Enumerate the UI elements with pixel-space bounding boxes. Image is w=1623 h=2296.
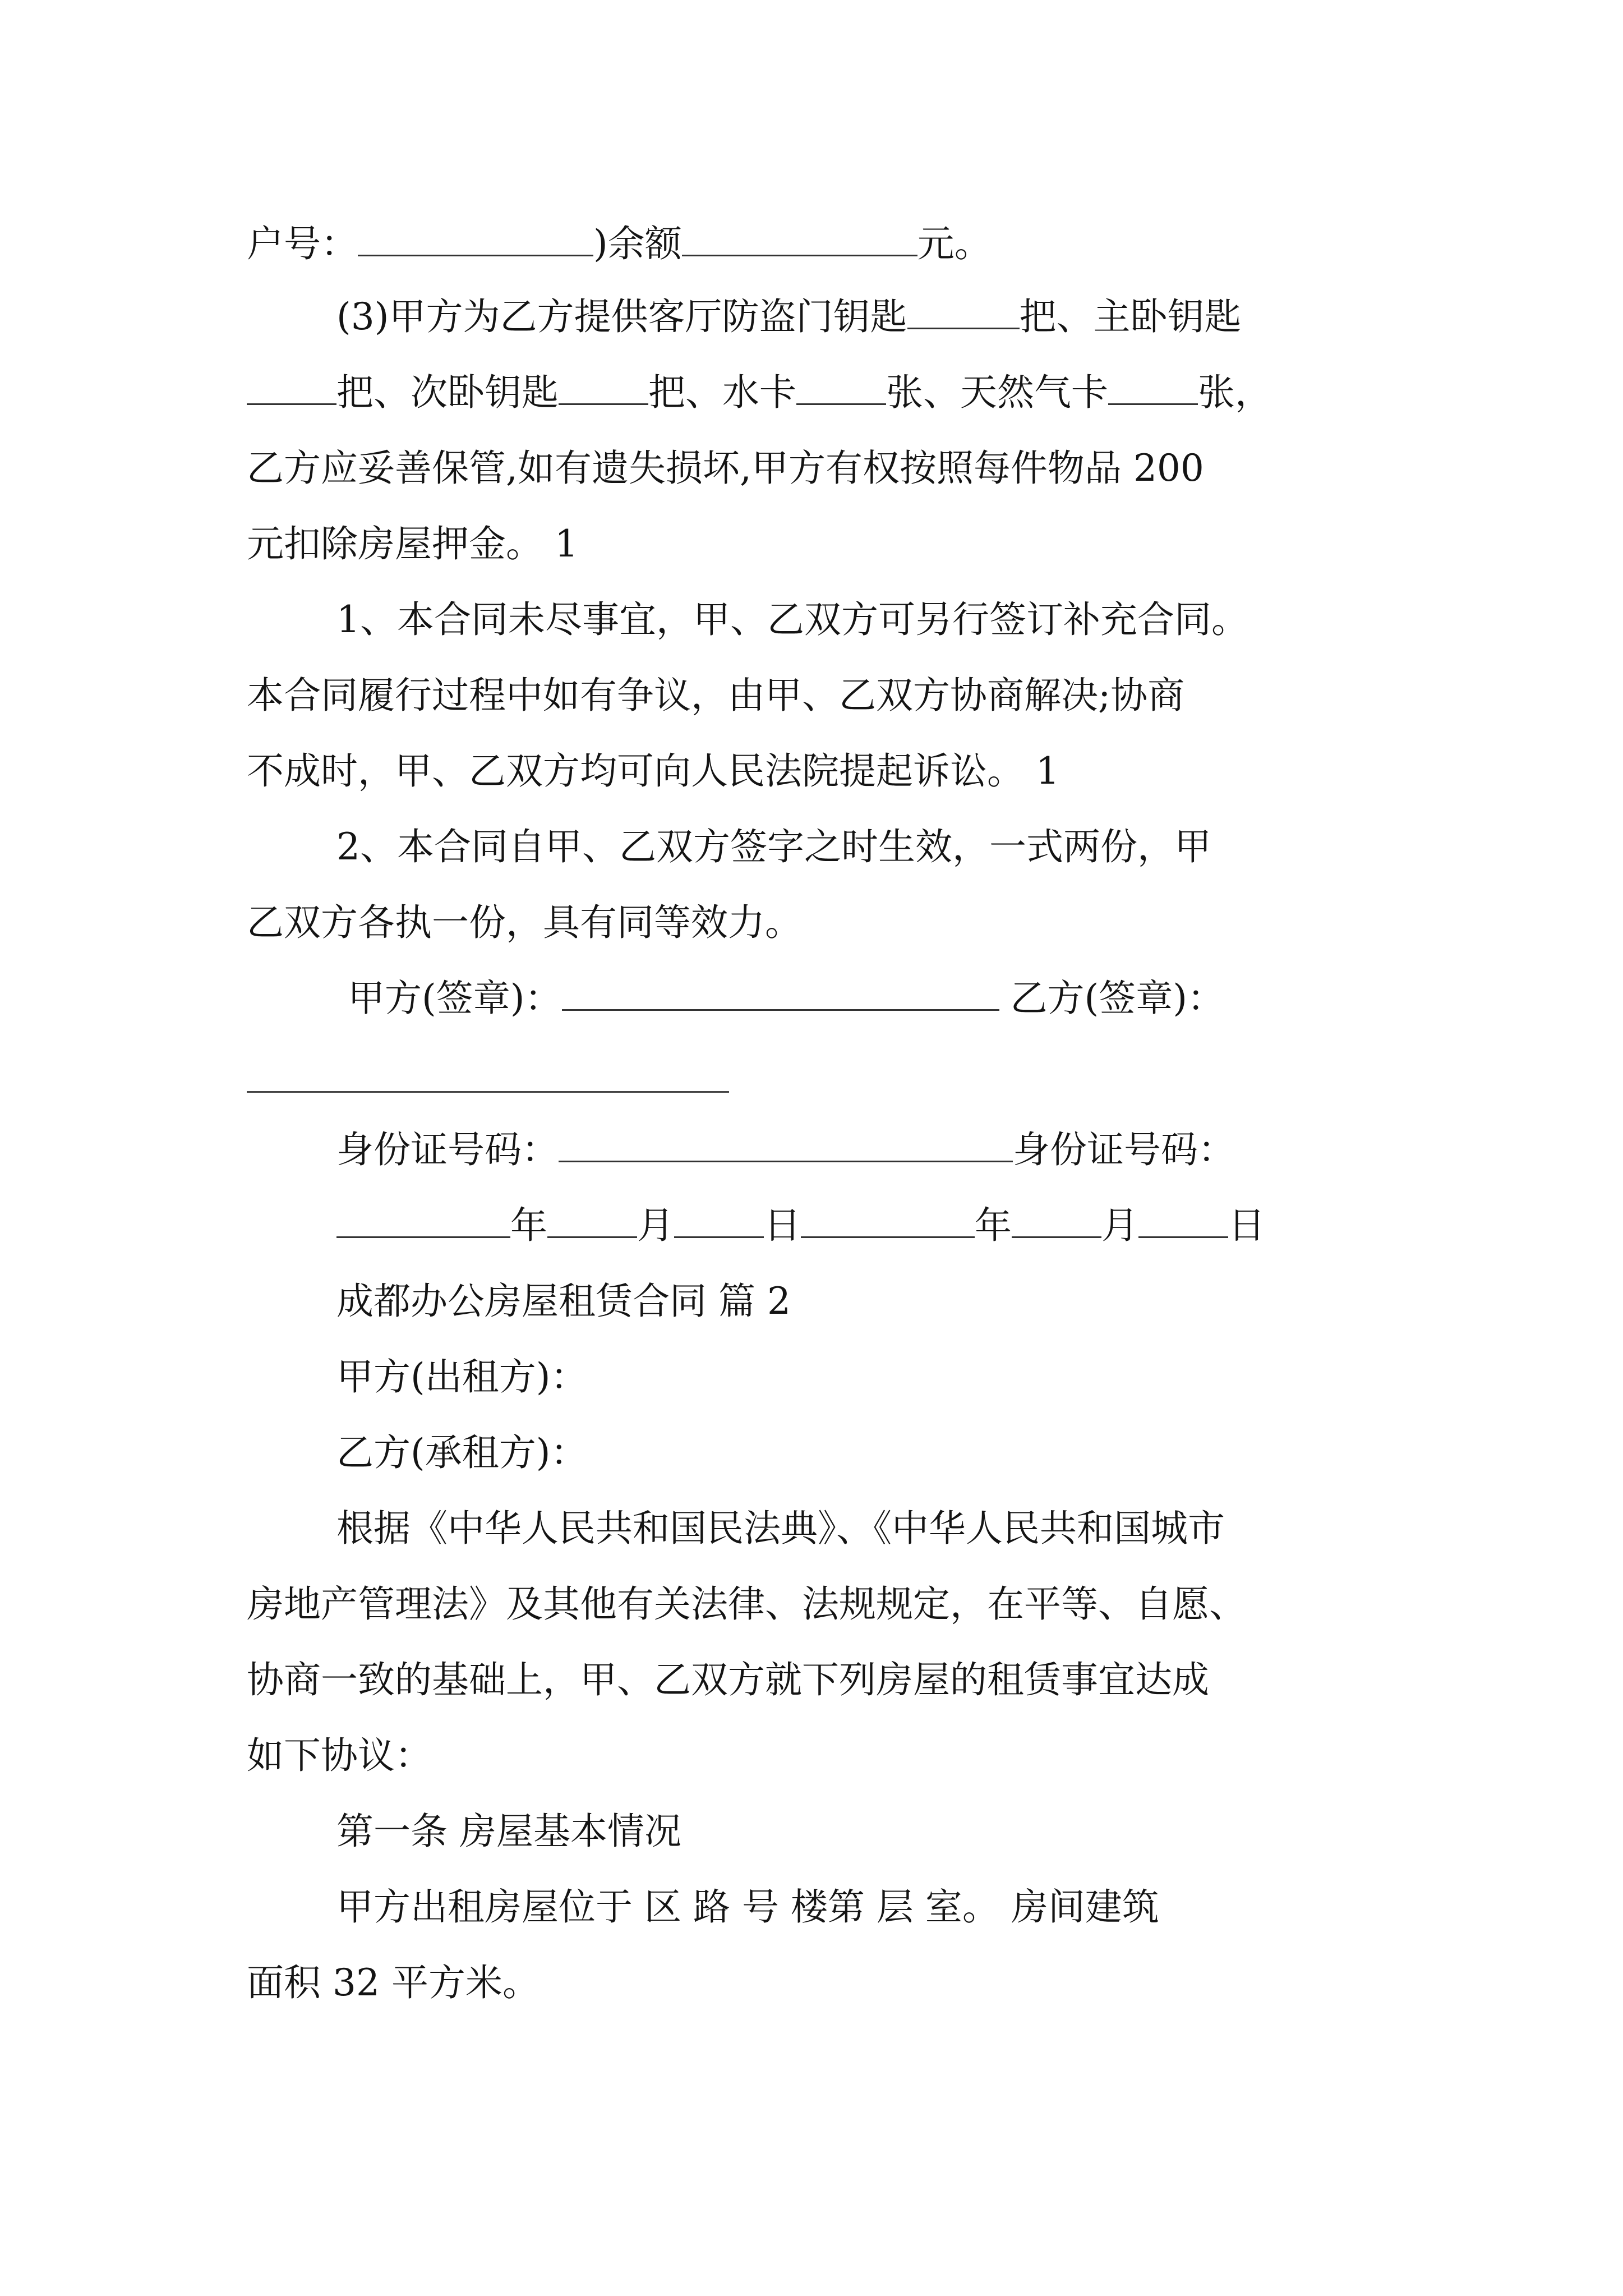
text-line: 2、本合同自甲、乙双方签字之时生效，一式两份，甲 <box>336 825 1211 868</box>
year-blank <box>336 1205 510 1238</box>
month-label: 月 <box>637 1204 674 1247</box>
party-a-signature-blank <box>562 978 999 1011</box>
text-line: 如下协议： <box>247 1734 432 1777</box>
month-blank <box>1012 1205 1101 1238</box>
year-blank <box>801 1205 975 1238</box>
party-b-signature-blank <box>247 1091 729 1093</box>
text-line: 房地产管理法》及其他有关法律、法规规定，在平等、自愿、 <box>247 1582 1246 1626</box>
account-label: 户号： <box>247 222 358 265</box>
text-line: 乙方应妥善保管,如有遗失损坏,甲方有权按照每件物品 200 <box>247 447 1204 490</box>
text-line: 面积 32 平方米。 <box>247 1961 540 2004</box>
party-b-signature-label: 乙方(签章)： <box>1010 977 1224 1020</box>
text-line: 不成时，甲、乙双方均可向人民法院提起诉讼。 1 <box>247 749 1059 793</box>
text-line: 1、本合同未尽事宜，甲、乙双方可另行签订补充合同。 <box>336 598 1248 641</box>
second-key-blank <box>559 372 648 405</box>
day-blank <box>1138 1205 1228 1238</box>
gas-card-unit: 张， <box>1198 371 1272 414</box>
text-line <box>336 289 1242 345</box>
party-a-id-blank <box>559 1129 1013 1162</box>
section-title: 成都办公房屋租赁合同 篇 2 <box>336 1280 791 1323</box>
party-a-id-label: 身份证号码： <box>336 1128 559 1171</box>
text-line: 本合同履行过程中如有争议，由甲、乙双方协商解决;协商 <box>247 674 1185 717</box>
day-blank <box>674 1205 764 1238</box>
text-line: 甲方(出租方)： <box>336 1355 588 1398</box>
year-label: 年 <box>975 1204 1012 1247</box>
text-line: 乙双方各执一份，具有同等效力。 <box>247 901 802 944</box>
text-line: 乙方(承租方)： <box>336 1431 588 1474</box>
month-blank <box>547 1205 637 1238</box>
balance-label: )余额 <box>593 222 682 265</box>
signature-line <box>348 970 1224 1027</box>
text-line <box>247 365 1272 421</box>
party-a-signature-label: 甲方(签章)： <box>348 977 562 1020</box>
article-heading: 第一条 房屋基本情况 <box>336 1810 681 1853</box>
year-label: 年 <box>510 1204 547 1247</box>
second-key-label: 把、次卧钥匙 <box>336 371 559 414</box>
text-line: 元扣除房屋押金。 1 <box>247 522 578 565</box>
day-label: 日 <box>764 1204 801 1247</box>
text-line: 甲方出租房屋位于 区 路 号 楼第 层 室。 房间建筑 <box>336 1885 1159 1929</box>
date-line <box>336 1198 1265 1254</box>
gas-card-label: 张、天然气卡 <box>886 371 1108 414</box>
keys-clause-start: (3)甲方为乙方提供客厅防盗门钥匙 <box>336 295 907 338</box>
water-card-blank <box>796 372 886 405</box>
party-b-id-label: 身份证号码： <box>1013 1128 1235 1171</box>
gas-card-blank <box>1108 372 1198 405</box>
id-number-line <box>336 1122 1235 1178</box>
balance-blank <box>682 223 917 256</box>
month-label: 月 <box>1101 1204 1138 1247</box>
day-label: 日 <box>1228 1204 1265 1247</box>
door-key-blank <box>907 296 1020 329</box>
water-card-label: 把、水卡 <box>648 371 796 414</box>
master-key-label: 把、主卧钥匙 <box>1019 295 1242 338</box>
text-line: 根据《中华人民共和国民法典》、《中华人民共和国城市 <box>336 1507 1225 1550</box>
currency-unit: 元。 <box>917 222 992 265</box>
master-key-blank <box>247 372 336 405</box>
text-line: 协商一致的基础上，甲、乙双方就下列房屋的租赁事宜达成 <box>247 1658 1209 1701</box>
text-line <box>247 216 992 272</box>
account-blank <box>358 223 593 256</box>
